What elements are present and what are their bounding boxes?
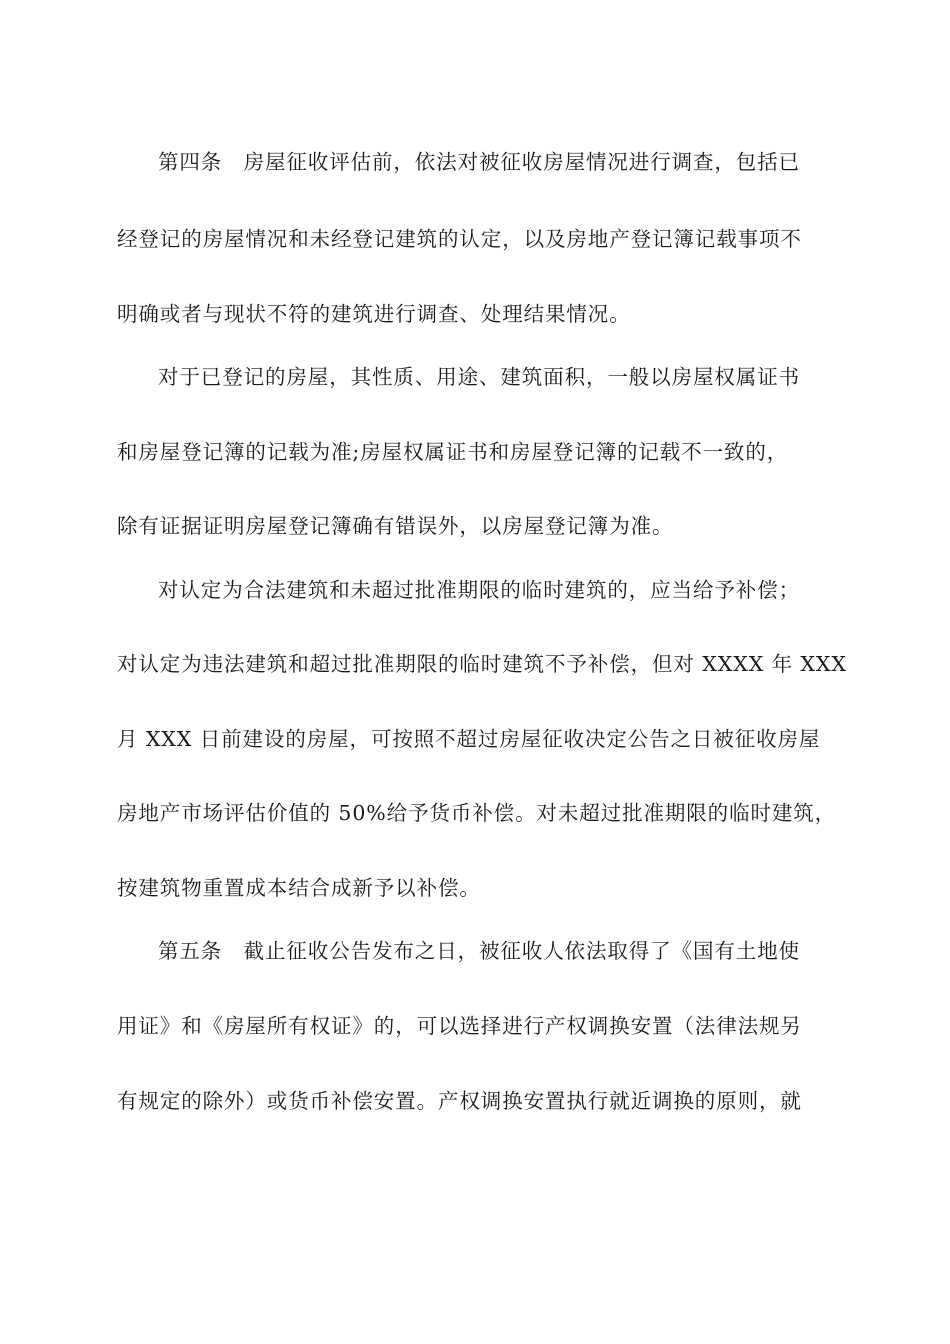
text-line: 经登记的房屋情况和未经登记建筑的认定，以及房地产登记簿记载事项不	[117, 227, 802, 251]
text-line: 对认定为违法建筑和超过批准期限的临时建筑不予补偿，但对 XXXX 年 XXX	[117, 652, 847, 676]
text-line: 房地产市场评估价值的 50%给予货币补偿。对未超过批准期限的临时建筑，	[117, 801, 837, 825]
text-line: 除有证据证明房屋登记簿确有错误外，以房屋登记簿为准。	[117, 514, 674, 538]
text-line: 第五条 截止征收公告发布之日，被征收人依法取得了《国有土地使	[158, 939, 800, 963]
text-line: 月 XXX 日前建设的房屋，可按照不超过房屋征收决定公告之日被征收房屋	[117, 727, 821, 751]
text-line: 对认定为合法建筑和未超过批准期限的临时建筑的，应当给予补偿；	[158, 578, 800, 602]
text-line: 用证》和《房屋所有权证》的，可以选择进行产权调换安置（法律法规另	[117, 1014, 802, 1038]
text-line: 按建筑物重置成本结合成新予以补偿。	[117, 876, 481, 900]
text-line: 对于已登记的房屋，其性质、用途、建筑面积，一般以房屋权属证书	[158, 365, 800, 389]
text-line: 和房屋登记簿的记载为准;房屋权属证书和房屋登记簿的记载不一致的，	[117, 440, 789, 464]
text-line: 第四条 房屋征收评估前，依法对被征收房屋情况进行调查，包括已	[158, 150, 800, 174]
text-line: 有规定的除外）或货币补偿安置。产权调换安置执行就近调换的原则，就	[117, 1089, 802, 1113]
text-line: 明确或者与现状不符的建筑进行调查、处理结果情况。	[117, 302, 631, 326]
